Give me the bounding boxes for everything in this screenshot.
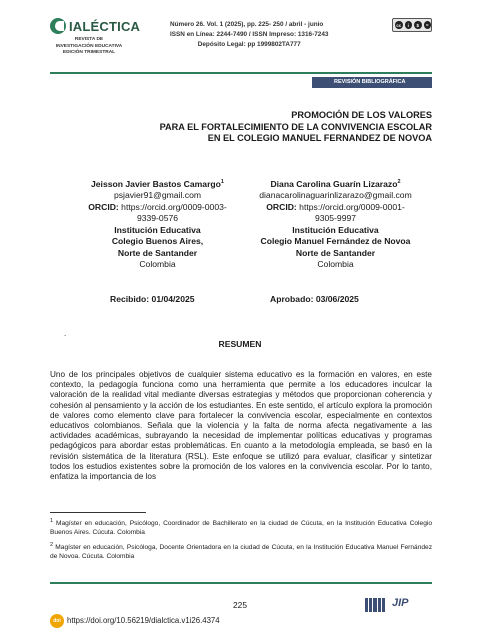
logo-subtitle: REVISTA DE INVESTIGACIÓN EDUCATIVA EDICIÓN TRIMESTRAL [55,37,123,55]
author-institution: Colegio Buenos Aires, [111,236,204,247]
logo-text: IALÉCTICA [69,18,141,34]
author-institution: Colegio Manuel Fernández de Novoa [260,236,411,247]
journal-logo [50,18,150,57]
author-orcid[interactable]: ORCID: https://orcid.org/0009-0003- [88,201,227,212]
footnote-rule [50,512,146,513]
author-country: Colombia [139,259,176,270]
author-name: Diana Carolina Guarín Lizarazo$^2$ [270,178,401,189]
author-region: Norte de Santander [117,247,198,258]
dialectica-logo-icon [50,18,66,34]
issn-line: ISSN en Línea: 2244-7490 / ISSN Impreso: 1316-7243 [170,31,329,38]
author-institution: Institución Educativa [114,224,201,235]
deposit-line: Depósito Legal: pp 1999802TA777 [197,41,301,48]
abstract-text: Uno de los principales objetivos de cualquier sistema educativo es la formación en valores, en este contexto, la pedagogía funciona como una herramienta que permite a los educadores inculcar la valoración de la realidad vital mediante diversas estrategias y métodos que proporcionan coherencia y cohesión al pensamiento y la acción de los estudiantes. En este sentido, el artículo explora la promoción de valores como elemento clave para fortalecer la convivencia escolar, especialmente en contextos educativos colombianos. Señala que la violencia y la falta de norma afecta negativamente a las actividades académicas, subrayando la necesidad de implementar políticas educativas y programas pedagógicos para abordar estas problemáticas. En cuanto a la metodología empleada, se basó en la revisión sistemática de la literatura (RSL). Este enfoque se utilizó para evaluar, clasificar y sintetizar todos los estudios existentes sobre la promoción de los valores en la convivencia escolar. Por lo tanto, enfatiza la importancia de los [50,370,432,482]
author-region: Norte de Santander [295,247,376,258]
footnote-1: $^1$ Magíster en educación, Psicólogo, Coordinador de Bachillerato en la ciudad de Cúcuta, en la Institución Educativa Colegio Buenos Aires. Cúcuta. Colombia [50,518,432,537]
author-email[interactable]: psjavier91@gmail.com [113,190,202,201]
footer-rule [50,582,432,584]
author-email[interactable]: dianacarolinaguarinlizarazo@gmail.com [259,190,412,201]
author-block-1 [75,177,240,271]
author-name: Jeisson Javier Bastos Camargo$^1$ [91,178,224,189]
publisher-stripes-icon [365,598,385,612]
issue-info [170,20,328,50]
publisher-logo: JIP [392,597,409,609]
author-orcid-cont[interactable]: 9339-0576 [136,213,179,224]
stray-mark: . [64,329,67,338]
approved-date: Aprobado: 03/06/2025 [270,294,359,304]
doi-icon: doi [50,614,64,628]
article-title: PROMOCIÓN DE LOS VALORES PARA EL FORTALECIMIENTO DE LA CONVIVENCIA ESCOLAR EN EL COLEGIO MANUEL FERNANDEZ DE NOVOA [159,110,432,143]
author-country: Colombia [317,259,354,270]
author-orcid[interactable]: ORCID: https://orcid.org/0009-0001- [266,201,405,212]
doi-link[interactable]: https://doi.org/10.56219/dialctica.v1i26.4374 [67,616,220,625]
issue-line: Número 26. Vol. 1 (2025), pp. 225- 250 / abril - junio [170,21,324,28]
section-tag: REVISIÓN BIBLIOGRÁFICA [312,77,432,88]
author-institution: Institución Educativa [292,224,379,235]
abstract-heading: RESUMEN [218,339,262,349]
author-orcid-cont[interactable]: 9305-9997 [314,213,357,224]
footnote-2: $^2$ Magíster en educación, Psicóloga, Docente Orientadora en la ciudad de Cúcuta, en la Institución Educativa Manuel Fernández de Novoa. Cúcuta. Colombia [50,542,432,561]
creative-commons-icon[interactable]: cc i $ = [392,18,432,32]
author-block-2 [243,177,428,271]
received-date: Recibido: 01/04/2025 [110,294,195,304]
page-number: 225 [233,600,247,610]
header-rule [50,72,432,74]
